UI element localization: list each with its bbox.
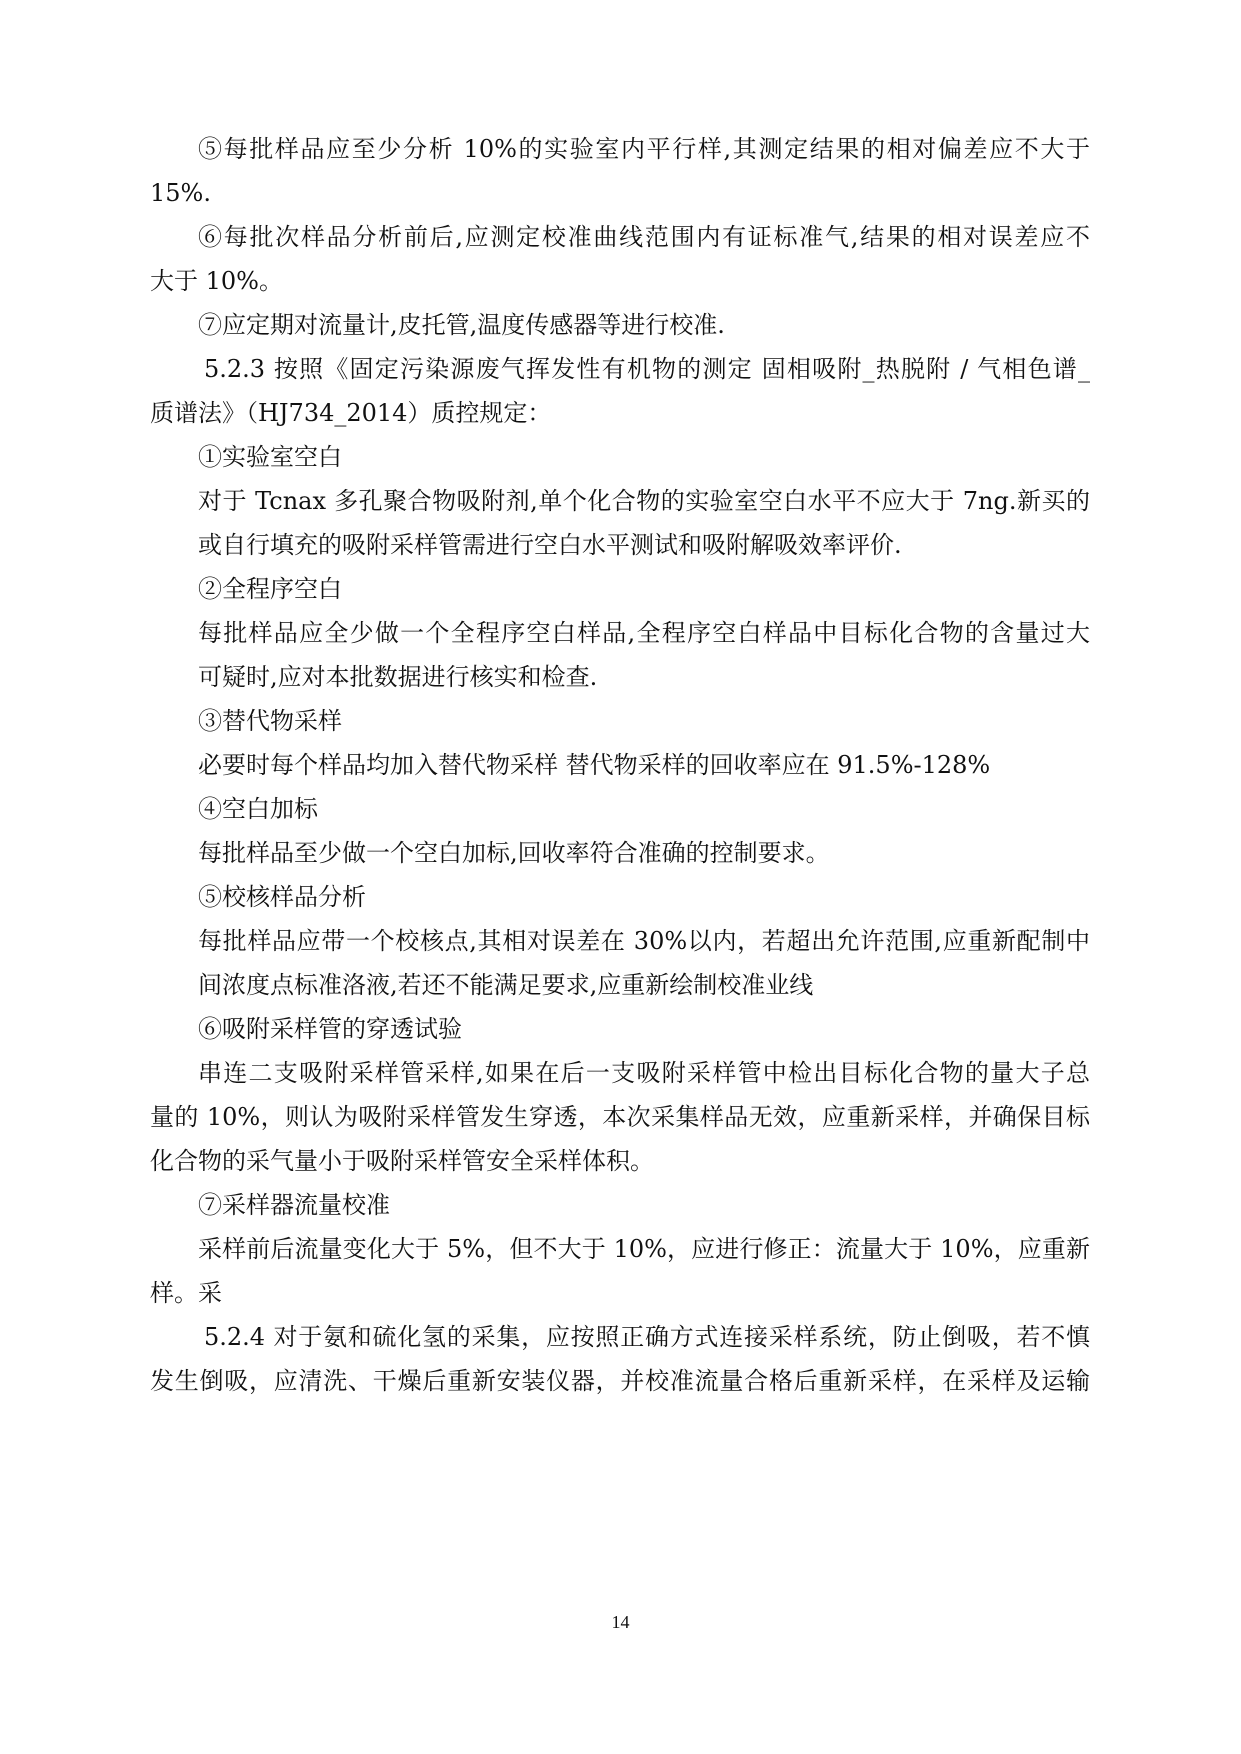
text-line: 量的 10%，则认为吸附采样管发生穿透，本次采集样品无效，应重新采样，并确保目标: [150, 1103, 1090, 1131]
text-line: 每批样品应全少做一个全程序空白样品,全程序空白样品中目标化合物的含量过大: [198, 619, 1090, 647]
text-line: 对于 Tcnax 多孔聚合物吸附剂,单个化合物的实验室空白水平不应大于 7ng.新买的: [198, 487, 1090, 515]
list-item-heading: ①实验室空白: [198, 443, 342, 471]
text-line: 采样前后流量变化大于 5%，但不大于 10%，应进行修正：流量大于 10%，应重新采: [198, 1235, 1090, 1307]
body-text: [150, 127, 1090, 1403]
list-item-heading: ④空白加标: [198, 795, 318, 823]
text-line: 必要时每个样品均加入替代物采样 替代物采样的回收率应在 91.5%-128%: [198, 751, 991, 779]
text-line: ⑥每批次样品分析前后,应测定校准曲线范围内有证标准气,结果的相对误差应不: [198, 223, 1090, 251]
text-line: 可疑时,应对本批数据进行核实和检查.: [198, 663, 598, 691]
section-heading: 5.2.4 对于氨和硫化氢的采集，应按照正确方式连接采样系统，防止倒吸，若不慎: [204, 1323, 1090, 1351]
text-line: 串连二支吸附采样管采样,如果在后一支吸附采样管中检出目标化合物的量大子总: [198, 1059, 1090, 1087]
list-item-heading: ⑦采样器流量校准: [198, 1191, 390, 1219]
text-line: 质谱法》（HJ734_2014）质控规定：: [150, 399, 552, 427]
text-line: 15%.: [150, 179, 211, 207]
section-heading: 5.2.3 按照《固定污染源废气挥发性有机物的测定 固相吸附_热脱附 / 气相色谱_: [204, 355, 1090, 383]
text-line: 样。: [150, 1279, 198, 1307]
text-line: 发生倒吸，应清洗、干燥后重新安装仪器，并校准流量合格后重新采样，在采样及运输: [150, 1367, 1090, 1395]
text-line: 间浓度点标准洛液,若还不能满足要求,应重新绘制校准业线: [198, 971, 814, 999]
list-item-heading: ③替代物采样: [198, 707, 342, 735]
text-line: ⑤每批样品应至少分析 10%的实验室内平行样,其测定结果的相对偏差应不大于: [198, 135, 1090, 163]
text-line: 每批样品应带一个校核点,其相对误差在 30%以内，若超出允许范围,应重新配制中: [198, 927, 1090, 955]
text-line: 化合物的采气量小于吸附采样管安全采样体积。: [150, 1147, 654, 1175]
text-line: 或自行填充的吸附采样管需进行空白水平测试和吸附解吸效率评价.: [198, 531, 902, 559]
list-item-heading: ⑤校核样品分析: [198, 883, 366, 911]
list-item-heading: ⑥吸附采样管的穿透试验: [198, 1015, 462, 1043]
text-line: 大于 10%。: [150, 267, 283, 295]
page-number: 14: [611, 1612, 630, 1632]
text-line: ⑦应定期对流量计,皮托管,温度传感器等进行校准.: [198, 311, 725, 339]
text-line: 每批样品至少做一个空白加标,回收率符合准确的控制要求。: [198, 839, 830, 867]
list-item-heading: ②全程序空白: [198, 575, 342, 603]
